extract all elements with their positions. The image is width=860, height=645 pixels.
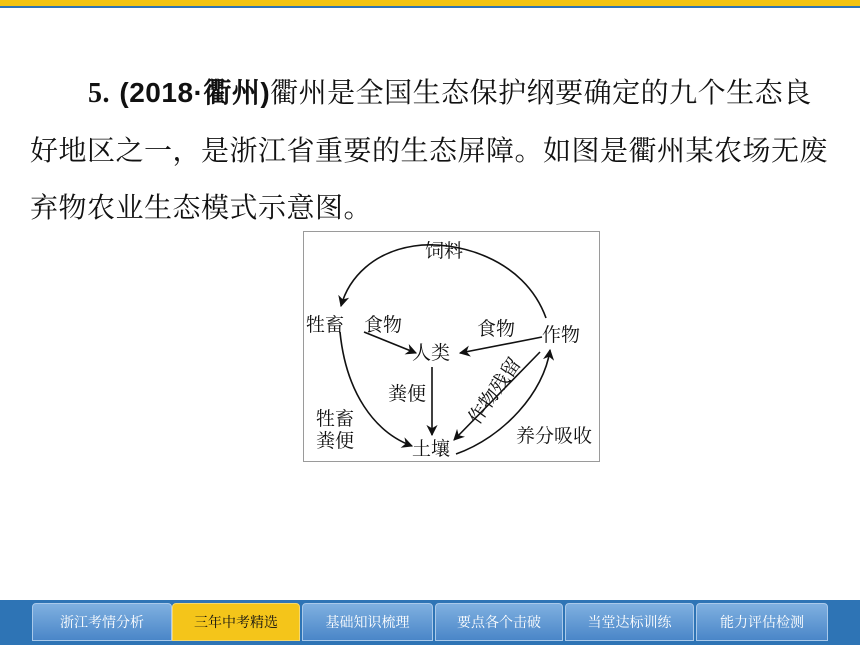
- label-food-from-crops: 食物: [477, 318, 516, 340]
- label-feed: 饲料: [425, 240, 464, 262]
- tab-three-year-selection[interactable]: 三年中考精选: [172, 603, 300, 641]
- bottom-navigation: [0, 600, 860, 645]
- question-body: 衢州是全国生态保护纲要确定的九个生态良好地区之一，是浙江省重要的生态屏障。如图是衢州某农场无废弃物农业生态模式示意图。: [30, 76, 829, 224]
- tab-key-points[interactable]: 要点各个击破: [435, 603, 563, 641]
- tab-class-practice[interactable]: 当堂达标训练: [565, 603, 694, 641]
- label-nutrient-absorption: 养分吸收: [516, 425, 593, 447]
- node-livestock: 牲畜: [306, 314, 345, 336]
- node-soil: 土壤: [412, 438, 451, 460]
- tab-ability-assessment[interactable]: 能力评估检测: [696, 603, 828, 641]
- label-food-from-livestock: 食物: [364, 314, 403, 336]
- label-livestock-excreta-1: 牲畜: [316, 408, 355, 430]
- tab-exam-analysis[interactable]: 浙江考情分析: [32, 603, 172, 641]
- label-livestock-excreta-2: 粪便: [316, 430, 355, 452]
- label-crop-residue: 作物残留: [464, 353, 526, 429]
- label-human-excreta: 粪便: [388, 383, 427, 405]
- node-humans: 人类: [412, 342, 451, 364]
- question-source: (2018·衢州): [119, 77, 271, 108]
- question-number: 5.: [88, 78, 110, 109]
- node-crops: 作物: [542, 324, 581, 346]
- tab-basic-knowledge[interactable]: 基础知识梳理: [302, 603, 433, 641]
- question-text-block: [30, 64, 830, 236]
- ecology-cycle-diagram: [303, 231, 600, 462]
- top-divider-line: [0, 6, 860, 8]
